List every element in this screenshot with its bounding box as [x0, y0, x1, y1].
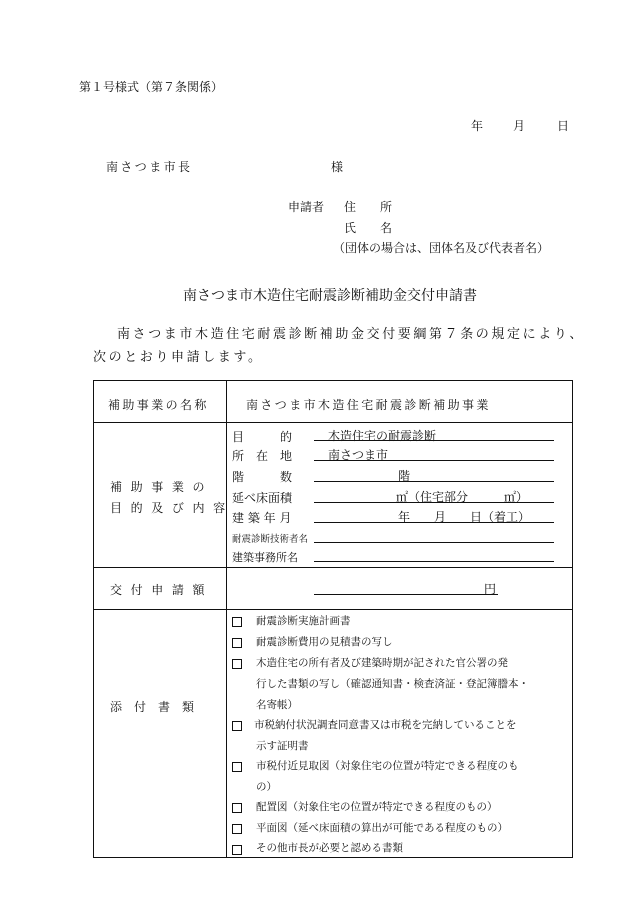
floors-row-label: 階 数	[232, 470, 293, 484]
date-day-label: 日	[557, 119, 570, 133]
table-row-divider	[93, 609, 573, 610]
checkbox-icon[interactable]	[232, 638, 242, 648]
table-column-divider	[226, 380, 227, 858]
checkbox-icon[interactable]	[232, 762, 242, 772]
attachment-item-text: の）	[256, 781, 277, 793]
document-title: 南さつま市木造住宅耐震診断補助金交付申請書	[183, 288, 477, 304]
office-row-label: 建築事務所名	[232, 551, 298, 564]
floor-area-row-label: 延べ床面積	[232, 491, 293, 505]
attachment-item-text: 示す証明書	[256, 740, 309, 752]
addressee-honorific: 様	[331, 160, 344, 174]
purpose-label-line-1: 補 助 事 業 の	[110, 480, 207, 494]
attachment-item-text: 行した書類の写し（確認通知書・検査済証・登記簿謄本・	[256, 678, 529, 690]
amount-unit: 円	[484, 582, 497, 596]
intro-line-2: 次のとおり申請します。	[93, 350, 264, 365]
date-year-label: 年	[471, 119, 484, 133]
inspector-row-label: 耐震診断技術者名	[232, 534, 309, 545]
purpose-row-value: 木造住宅の耐震診断	[328, 429, 437, 443]
table-row-divider	[93, 422, 573, 423]
attachment-item-text: 木造住宅の所有者及び建築時期が記された官公署の発	[256, 657, 508, 669]
checkbox-icon[interactable]	[232, 824, 242, 834]
purpose-row-label: 目 的	[232, 430, 293, 444]
underline	[314, 502, 554, 503]
purpose-label-line-2: 目 的 及 び 内 容	[110, 501, 228, 515]
attachments-label: 添 付 書 類	[110, 700, 195, 714]
table-row-divider	[93, 567, 573, 568]
project-name-value: 南さつま市木造住宅耐震診断補助事業	[246, 398, 491, 412]
checkbox-icon[interactable]	[232, 845, 242, 855]
build-date-row-label: 建 築 年 月	[232, 511, 292, 525]
underline	[314, 522, 554, 523]
build-date-row-value: 年 月 日（着工）	[398, 510, 531, 524]
underline	[314, 594, 498, 595]
checkbox-icon[interactable]	[232, 721, 242, 731]
location-row-label: 所 在 地	[232, 449, 293, 463]
underline	[314, 561, 554, 562]
floors-row-value: 階	[398, 469, 411, 483]
location-row-value: 南さつま市	[328, 448, 389, 462]
project-name-label: 補助事業の名称	[108, 398, 209, 412]
checkbox-icon[interactable]	[232, 659, 242, 669]
applicant-address-label: 住 所	[344, 200, 393, 214]
date-month-label: 月	[513, 119, 526, 133]
addressee-name: 南さつま市長	[106, 160, 193, 174]
applicant-label: 申請者	[288, 200, 325, 214]
attachment-item-text: その他市長が必要と認める書類	[256, 842, 403, 854]
checkbox-icon[interactable]	[232, 617, 242, 627]
attachment-item-text: 名寄帳）	[256, 699, 298, 711]
attachment-item-text: 市税納付状況調査同意書又は市税を完納していることを	[254, 719, 517, 731]
floor-area-row-value: ㎡（住宅部分 ㎡）	[396, 490, 529, 504]
attachment-item-text: 市税付近見取図（対象住宅の位置が特定できる程度のも	[256, 760, 519, 772]
checkbox-icon[interactable]	[232, 803, 242, 813]
attachment-item-text: 配置図（対象住宅の位置が特定できる程度のもの）	[256, 801, 498, 813]
underline	[314, 460, 554, 461]
form-number: 第１号様式（第７条関係）	[79, 80, 224, 94]
amount-label: 交 付 申 請 額	[110, 583, 207, 597]
underline	[314, 481, 554, 482]
attachment-item-text: 耐震診断実施計画書	[256, 615, 351, 627]
intro-line-1: 南さつま市木造住宅耐震診断補助金交付要綱第７条の規定により、	[117, 327, 586, 342]
underline	[314, 542, 554, 543]
applicant-name-label: 氏 名	[344, 221, 393, 235]
applicant-org-note: （団体の場合は、団体名及び代表者名）	[333, 241, 550, 255]
attachment-item-text: 耐震診断費用の見積書の写し	[256, 636, 393, 648]
attachment-item-text: 平面図（延べ床面積の算出が可能である程度のもの）	[256, 822, 508, 834]
underline	[314, 440, 554, 441]
